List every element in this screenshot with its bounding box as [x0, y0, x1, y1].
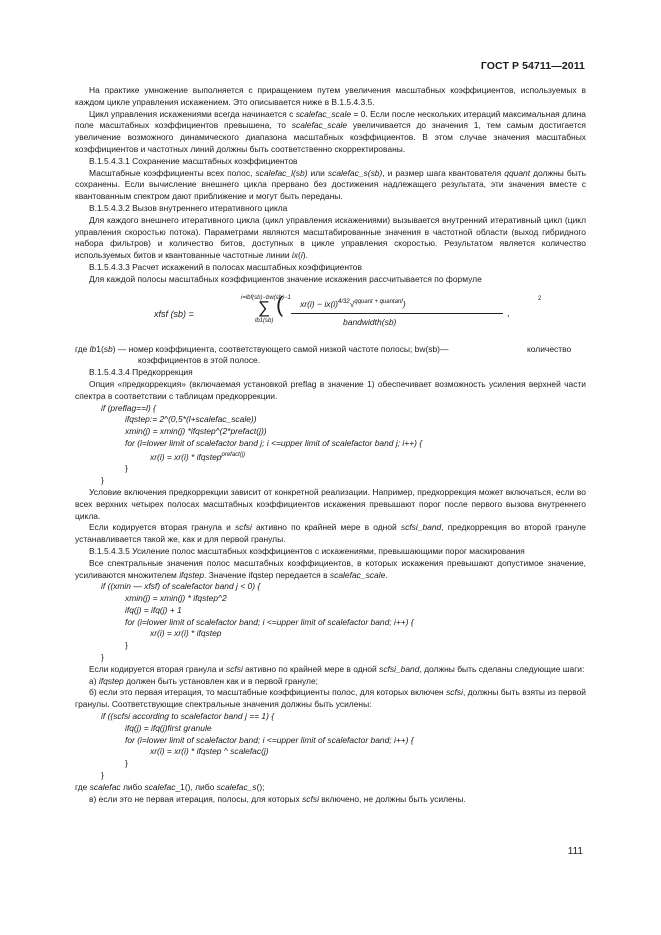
radical-exponent: qquant + quantanf	[354, 298, 403, 305]
text-run: scalefac_scale	[291, 120, 348, 131]
code-line: for (i=lower limit of scalefactor band; i <=upper limit of scalefactor band; i++) {	[125, 734, 414, 745]
text-run: активно по крайней мере в одной	[251, 522, 401, 533]
text-run: а)	[89, 675, 99, 686]
text-run: Все спектральные значения полос масштабных коэффициентов, в которых искажения превышают допустимое значение, усиливаются множителем	[75, 557, 586, 580]
text-run: Цикл управления искажениями всегда начинается с	[89, 108, 296, 119]
section-heading: В.1.5.4.3.4 Предкоррекция	[89, 367, 193, 378]
text-run: sb	[103, 343, 113, 354]
section-heading: В.1.5.4.3.2 Вызов внутреннего итеративного цикла	[89, 202, 288, 213]
text-run: . Значение ifqstep передается в	[204, 569, 330, 580]
definition-line	[75, 344, 586, 356]
section-heading: В.1.5.4.3.1 Сохранение масштабных коэффициентов	[89, 155, 298, 166]
formula-numerator: $xr(i) - ix(i)^{4/32}√^{qquant + quantanf}$)	[300, 298, 406, 309]
text-run: активно по крайней мере в одной	[242, 663, 380, 674]
text-run: , и размер шага квантователя	[382, 167, 505, 178]
definition-continuation: коэффициентов в этой полосе.	[138, 355, 261, 366]
text-run: _1(), либо	[175, 781, 217, 792]
code-line: }	[125, 463, 128, 474]
text-run: количество	[527, 343, 572, 354]
distortion-formula	[75, 290, 586, 342]
code-line: for (i=lower limit of scalefactor band j; i <=upper limit of scalefactor band j; i++) {	[125, 437, 423, 448]
paragraph	[75, 168, 586, 203]
paragraph	[75, 664, 586, 676]
formula-denominator: bandwidth(sb)	[343, 316, 397, 327]
text-run: scalefac_l(sb)	[255, 167, 308, 178]
text-run: Если кодируется вторая гранула и	[89, 663, 226, 674]
text-run: либо	[120, 781, 145, 792]
formula-lhs: xfsf (sb) =	[154, 308, 194, 319]
text-run: scalefac	[89, 781, 121, 792]
numerator-exponent: 4/3	[338, 298, 347, 305]
page-number: 111	[567, 846, 583, 857]
text-run: ).	[302, 250, 308, 261]
text-run: , предкоррекция во второй грануле устанавливается такой же, как и для первой гранулы.	[75, 522, 586, 545]
code-line: xr(i) = xr(i) * ifqstep ^ scalefac(j)	[150, 746, 269, 757]
fraction-bar	[291, 313, 503, 314]
text-run: должен быть установлен как и в первой грануле;	[123, 675, 319, 686]
text-run: , должны быть сделаны следующие шаги:	[419, 663, 585, 674]
text-run: scalefac_scale	[295, 108, 352, 119]
code-line: if ((xmin — xfsf) of scalefactor band j < 0) {	[101, 581, 261, 592]
text-run: scfsi	[235, 522, 252, 533]
text-run: scfsi	[225, 663, 243, 674]
code-line: xr(i) = xr(i) * ifqstep	[150, 628, 222, 639]
text-run: xr(i) = xr(i) * ifqstep	[150, 451, 222, 462]
text-run: б) если это первая итерация, то масштабные коэффициенты полос, для которых включен	[89, 687, 447, 698]
code-line: }	[101, 475, 104, 486]
text-run: Если кодируется вторая гранула и	[89, 522, 236, 533]
text-run: .	[385, 569, 388, 580]
paragraph	[75, 522, 586, 546]
text-run: должны быть сохранены. Если вычисление внешнего цикла прервано без достижения надлежащего результата, эти значения вместе с квантованным спектром дают приближение и могут быть переданы.	[75, 167, 586, 202]
section-heading: В.1.5.4.3.3 Расчет искажений в полосах масштабных коэффициентов	[89, 261, 362, 272]
text-run: увеличивается до значения 1, тем самым достигается увеличение возможного динамического диапазона масштабных коэффициентов. В этом случае значения масштабных коэффициентов и частотных линий должны быть соответственно скорректированы.	[75, 120, 587, 154]
paragraph	[75, 782, 586, 794]
code-line: if ((scfsi according to scalefactor band j == 1) {	[101, 711, 275, 722]
bracket-symbol: (	[276, 291, 284, 317]
code-line: }	[101, 652, 104, 663]
text-run: i	[300, 250, 303, 261]
text-run: или	[307, 167, 328, 178]
text-run: qquant	[504, 167, 531, 178]
text-run: prefact(j)	[221, 451, 246, 458]
code-line: xmin(j) = xmin(j) *ifqstep^(2*prefact(j))	[125, 426, 267, 437]
sum-lower-limit: lb1(sb)	[255, 317, 274, 324]
code-line: for (i=lower limit of scalefactor band; i <=upper limit of scalefactor band; i++) {	[125, 616, 414, 627]
sum-upper-limit: i=lbf(sb)−bw(sb)−1	[241, 294, 291, 301]
section-heading: В.1.5.4.3.5 Усиление полос масштабных коэффициентов с искажениями, превышающими порог маскирования	[89, 545, 525, 556]
code-line: xmin(j) = xmin(j) * ifqstep^2	[125, 593, 227, 604]
numerator-text: xr(i) − ix(i)	[300, 298, 339, 309]
paragraph: Для каждой полосы масштабных коэффициентов значение искажения рассчитывается по формуле	[89, 273, 482, 284]
formula-comma: ,	[507, 307, 510, 318]
code-line: }	[125, 758, 128, 769]
text-run: scfsi	[446, 687, 463, 698]
text-run: = 0. Если после нескольких итераций максимальная длина поле масштабных коэффициентов превышена, то	[75, 108, 586, 131]
text-run: в) если это не первая итерация, полосы, для которых	[89, 793, 303, 804]
text-run: scalefac_s(sb)	[327, 167, 383, 178]
text-run: ix	[291, 250, 298, 261]
code-line: }	[125, 640, 128, 651]
paragraph: Опция «предкоррекция» (включаемая установкой preflag в значение 1) обеспечивает возможность усиления верхней части спектра в соответствии с таблицам предкоррекции.	[75, 378, 586, 401]
code-line: ifq(j) = ifq(j)first granule	[125, 722, 212, 733]
text-run: scalefac	[144, 781, 176, 792]
text-run: scfsi_band	[400, 522, 442, 533]
code-line: if (preflag==l) {	[101, 402, 156, 413]
text-run: 1(	[96, 343, 104, 354]
code-line: }	[101, 770, 104, 781]
text-run: ) — номер коэффициента, соответствующего самой низкой частоте полосы; bw(sb)—	[112, 343, 449, 354]
paragraph	[75, 558, 586, 582]
list-item	[75, 687, 586, 711]
text-run: scalefac_s	[216, 781, 257, 792]
text-run: ifqstep	[179, 569, 205, 580]
paragraph: Условие включения предкоррекции зависит от конкретной реализации. Например, предкоррекция может включаться, если во всех верхних четырех полосах масштабных коэффициентов искажения превышают порог после первого вызова внутреннего цикла.	[75, 486, 586, 521]
list-item	[75, 676, 586, 688]
text-run: где	[75, 343, 90, 354]
code-line: ifqstep:= 2^(0,5*(l+scalefac_scale))	[125, 414, 257, 425]
text-run: Для каждого внешнего итеративного цикла (цикл управления искажениями) вызывается внутренний итеративный цикл (цикл управления скоростью потока). Параметрами являются масштабированные значения в частотной области (выход гибридного набора фильтров) и количество битов, доступных в цикле управления скоростью. Результатом является количество используемых битов и квантованные частотные линии	[75, 214, 586, 261]
text-run: ();	[256, 781, 265, 792]
paragraph	[75, 109, 586, 156]
code-line: ifq(j) = ifq(j) + 1	[125, 604, 182, 615]
text-run: scalefac_scale	[329, 569, 386, 580]
text-run: Масштабные коэффициенты всех полос,	[89, 167, 256, 178]
text-run: scfsi_band	[379, 663, 420, 674]
text-run: , должны быть взяты из первой гранулы. Соответствующие спектральные значения должны быть усилены:	[75, 687, 587, 710]
standard-header: ГОСТ Р 54711—2011	[480, 60, 585, 72]
text-run: где	[75, 781, 90, 792]
text-run: scfsi	[302, 793, 319, 804]
text-run: ifqstep	[98, 675, 124, 686]
text-run: включено, не должны быть усилены.	[318, 793, 466, 804]
radical-index: 2	[346, 298, 350, 305]
text-run: lb	[89, 343, 97, 354]
square-exponent: 2	[538, 295, 542, 302]
sigma-symbol: ∑	[258, 297, 271, 317]
list-item	[75, 794, 586, 806]
text-run: (	[298, 250, 301, 261]
document-body	[75, 85, 586, 805]
code-line	[75, 450, 586, 464]
paragraph	[75, 215, 586, 262]
paragraph: На практике умножение выполняется с приращением путем увеличения масштабных коэффициентов, используемых в каждом цикле управления искажением. Это описывается ниже в В.1.5.4.3.5.	[75, 85, 586, 107]
